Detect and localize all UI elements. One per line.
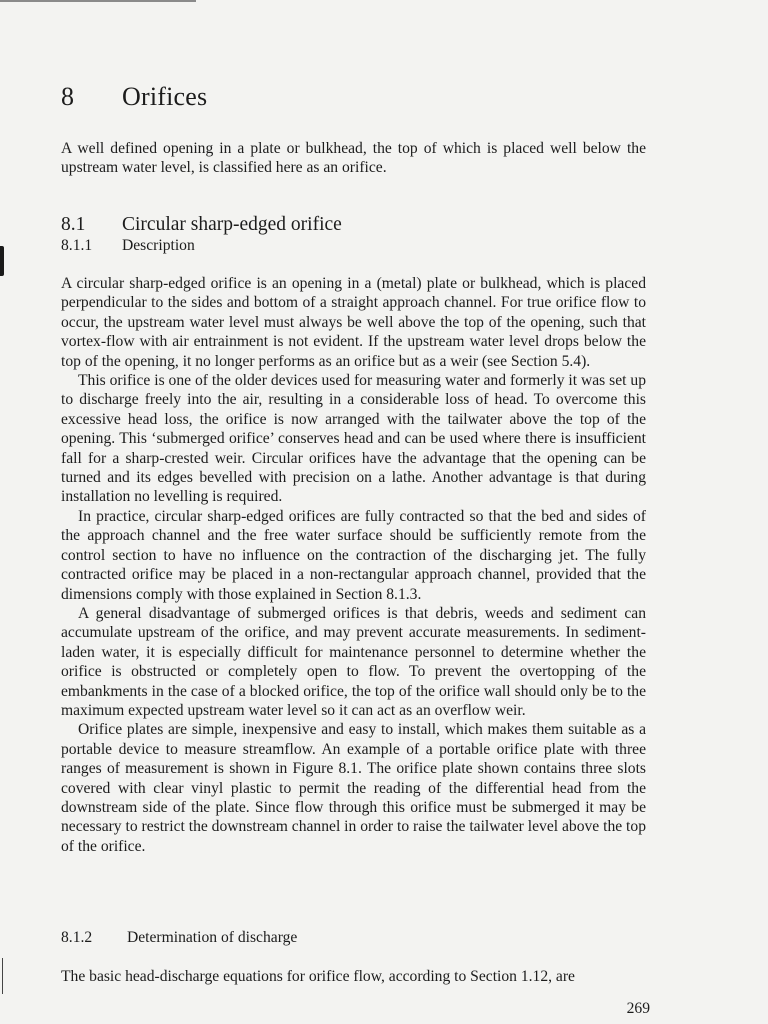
subsection-title: Description (122, 237, 195, 254)
section-title: Circular sharp-edged orifice (122, 214, 342, 235)
section-heading (61, 214, 342, 236)
subsection-title: Determination of discharge (127, 929, 298, 946)
body-paragraph: A circular sharp-edged orifice is an opening in a (metal) plate or bulkhead, which is placed perpendicular to the sides and bottom of a straight approach channel. For true orifice flow to occur, the upstream water level must always be well above the top of the opening, such that vortex-flow with air entrainment is not evident. If the upstream water level drops below the top of the opening, it no longer performs as an orifice but as a weir (see Section 5.4). (61, 275, 646, 370)
page-number: 269 (626, 1000, 650, 1017)
body-paragraph: A general disadvantage of submerged orifices is that debris, weeds and sediment can accumulate upstream of the orifice, and may prevent accurate measurements. In sediment-laden water, it is especially difficult for maintenance personnel to determine whether the orifice is obstructed or completely open to flow. To prevent the overtopping of the embankments in the case of a blocked orifice, the top of the orifice wall should only be to the maximum expected upstream water level so it can act as an overflow weir. (61, 604, 646, 719)
subsection-number: 8.1.1 (61, 237, 93, 254)
subsection-heading-description (61, 237, 195, 255)
chapter-heading (61, 82, 207, 112)
section-number: 8.1 (61, 214, 86, 235)
scan-top-rule (0, 0, 196, 2)
scan-edge-mark (0, 246, 4, 276)
chapter-title: Orifices (122, 82, 208, 111)
final-paragraph: The basic head-discharge equations for orifice flow, according to Section 1.12, are (61, 968, 575, 985)
subsection-number: 8.1.2 (61, 929, 93, 946)
subsection-heading-discharge (61, 929, 297, 947)
body-paragraph: In practice, circular sharp-edged orifices are fully contracted so that the bed and sides of the approach channel and the free water surface should be sufficiently remote from the control section to have no influence on the contraction of the discharging jet. The fully contracted orifice may be placed in a non-rectangular approach channel, provided that the dimensions comply with those explained in Section 8.1.3. (61, 507, 646, 603)
scan-edge-line (2, 958, 3, 994)
body-paragraph: This orifice is one of the older devices used for measuring water and formerly it was set up to discharge freely into the air, resulting in a considerable loss of head. To overcome this excessive head loss, the orifice is now arranged with the tailwater above the top of the opening. This ‘submerged orifice’ conserves head and can be used where there is insufficient fall for a sharp-crested weir. Circular orifices have the advantage that the opening can be turned and its edges bevelled with precision on a lathe. Another advantage is that during installation no levelling is required. (61, 372, 646, 506)
body-paragraph: Orifice plates are simple, inexpensive and easy to install, which makes them suitable as a portable device to measure streamflow. An example of a portable orifice plate with three ranges of measurement is shown in Figure 8.1. The orifice plate shown contains three slots covered with clear vinyl plastic to permit the reading of the differential head from the downstream side of the plate. Since flow through this orifice must be submerged it may be necessary to restrict the downstream channel in order to raise the tailwater level above the top of the orifice. (61, 721, 646, 855)
description-body (61, 274, 646, 856)
chapter-number: 8 (61, 82, 75, 111)
intro-paragraph: A well defined opening in a plate or bulkhead, the top of which is placed well below the upstream water level, is classified here as an orifice. (61, 140, 646, 177)
